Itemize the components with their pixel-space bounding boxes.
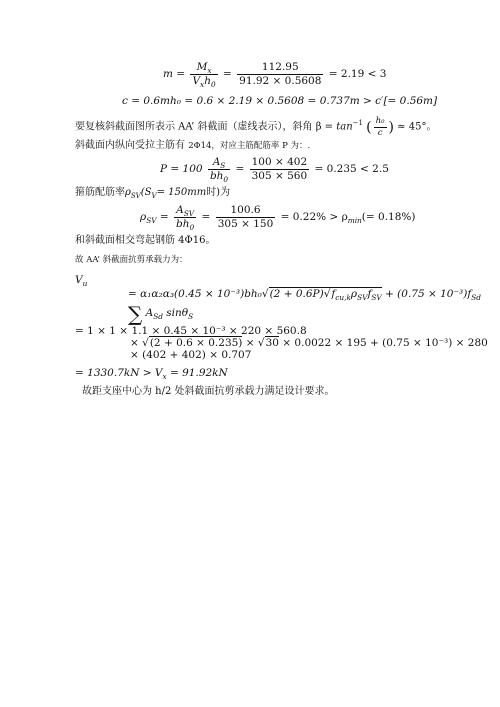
sigma-symbol: ∑ bbox=[128, 302, 143, 326]
equation-rho-sv: $\rho_{SV}$ = $\frac{A_{SV}}{bh_0}$ = $\frac{100.6}{305 \times 150}$ = $0.22\% > \rho_{min}(= 0.18\%)$ bbox=[140, 204, 416, 232]
equation-vu-line5: × (402 + 402) × 0.707 bbox=[130, 349, 252, 361]
equation-m: m = $\frac{M_x}{V_xh_0}$ = $\frac{112.95}{91.92 \times 0.5608}$ = 2.19 < 3 bbox=[163, 61, 387, 89]
text-rebar: 斜截面内纵向受拉主筋有 2Φ14，对应主筋配筋率 P 为：. bbox=[75, 140, 311, 151]
text-shear-capacity: 故 AA’ 斜截面抗剪承载力为： bbox=[75, 255, 188, 265]
fraction-rho-values: $\frac{100.6}{305 \times 150}$ bbox=[217, 204, 274, 230]
text-conclusion: 故距支座中心为 h/2 处斜截面抗剪承载力满足设计要求。 bbox=[82, 386, 335, 397]
fraction-as-bh0: $\frac{A_S}{bh_0}$ bbox=[209, 156, 229, 184]
text-stirrup: 箍筋配筋率$\rho_{SV}(S_V= 150mm$时)为 bbox=[75, 187, 231, 200]
fraction-values: $\frac{112.95}{91.92 \times 0.5608}$ bbox=[239, 61, 322, 87]
text-angle: 要复核斜截面图所表示 AA’ 斜截面（虚线表示），斜角 $\beta = \tan^{-1}$ ( $\frac{\text{h₀}}{c}$ ) ≈ 45°。 bbox=[75, 116, 437, 138]
equation-p: P = 100 $\frac{A_S}{bh_0}$ = $\frac{100 \times 402}{305 \times 560}$ = 0.235 < 2.5 bbox=[160, 156, 389, 184]
equation-vu-line4: × √(2 + 0.6 × 0.235) × √30 × 0.0022 × 195 + (0.75 × 10⁻³) × 280 bbox=[130, 337, 488, 349]
fraction-p-values: $\frac{100 \times 402}{305 \times 560}$ bbox=[251, 156, 308, 182]
equation-c: c = 0.6mh₀ = 0.6 × 2.19 × 0.5608 = 0.737m > c′[= 0.56m] bbox=[122, 95, 438, 107]
text-bent-bars: 和斜截面相交弯起钢筋 4Φ16。 bbox=[75, 235, 216, 246]
fraction-mx-vxh0: $\frac{M_x}{V_xh_0}$ bbox=[192, 61, 216, 89]
equation-vu-line3: = 1 × 1 × 1.1 × 0.45 × 10⁻³ × 220 × 560.8 bbox=[75, 325, 307, 337]
equation-vu-result: = $1330.7kN > V_x = 91.92kN$ bbox=[75, 367, 228, 382]
fraction-h0-c: $\frac{\text{h₀}}{c}$ bbox=[375, 116, 385, 138]
equation-vu-line2: ∑ $A_{Sd}$ sinθ$_S$ bbox=[128, 302, 194, 326]
equation-vu-line1: = $\alpha_1\alpha_2\alpha_3(0.45 \times 10^{-3})bh_0√(2 + 0.6P)√f_{cu,k}\rho_{SV}f_{SV} + (0.75 \times 10^{-3})f_{Sd}$ bbox=[128, 288, 481, 303]
fraction-asv-bh0: $\frac{A_{SV}}{bh_0}$ bbox=[176, 204, 195, 232]
equation-vu-symbol: $V_u$ bbox=[75, 274, 88, 289]
